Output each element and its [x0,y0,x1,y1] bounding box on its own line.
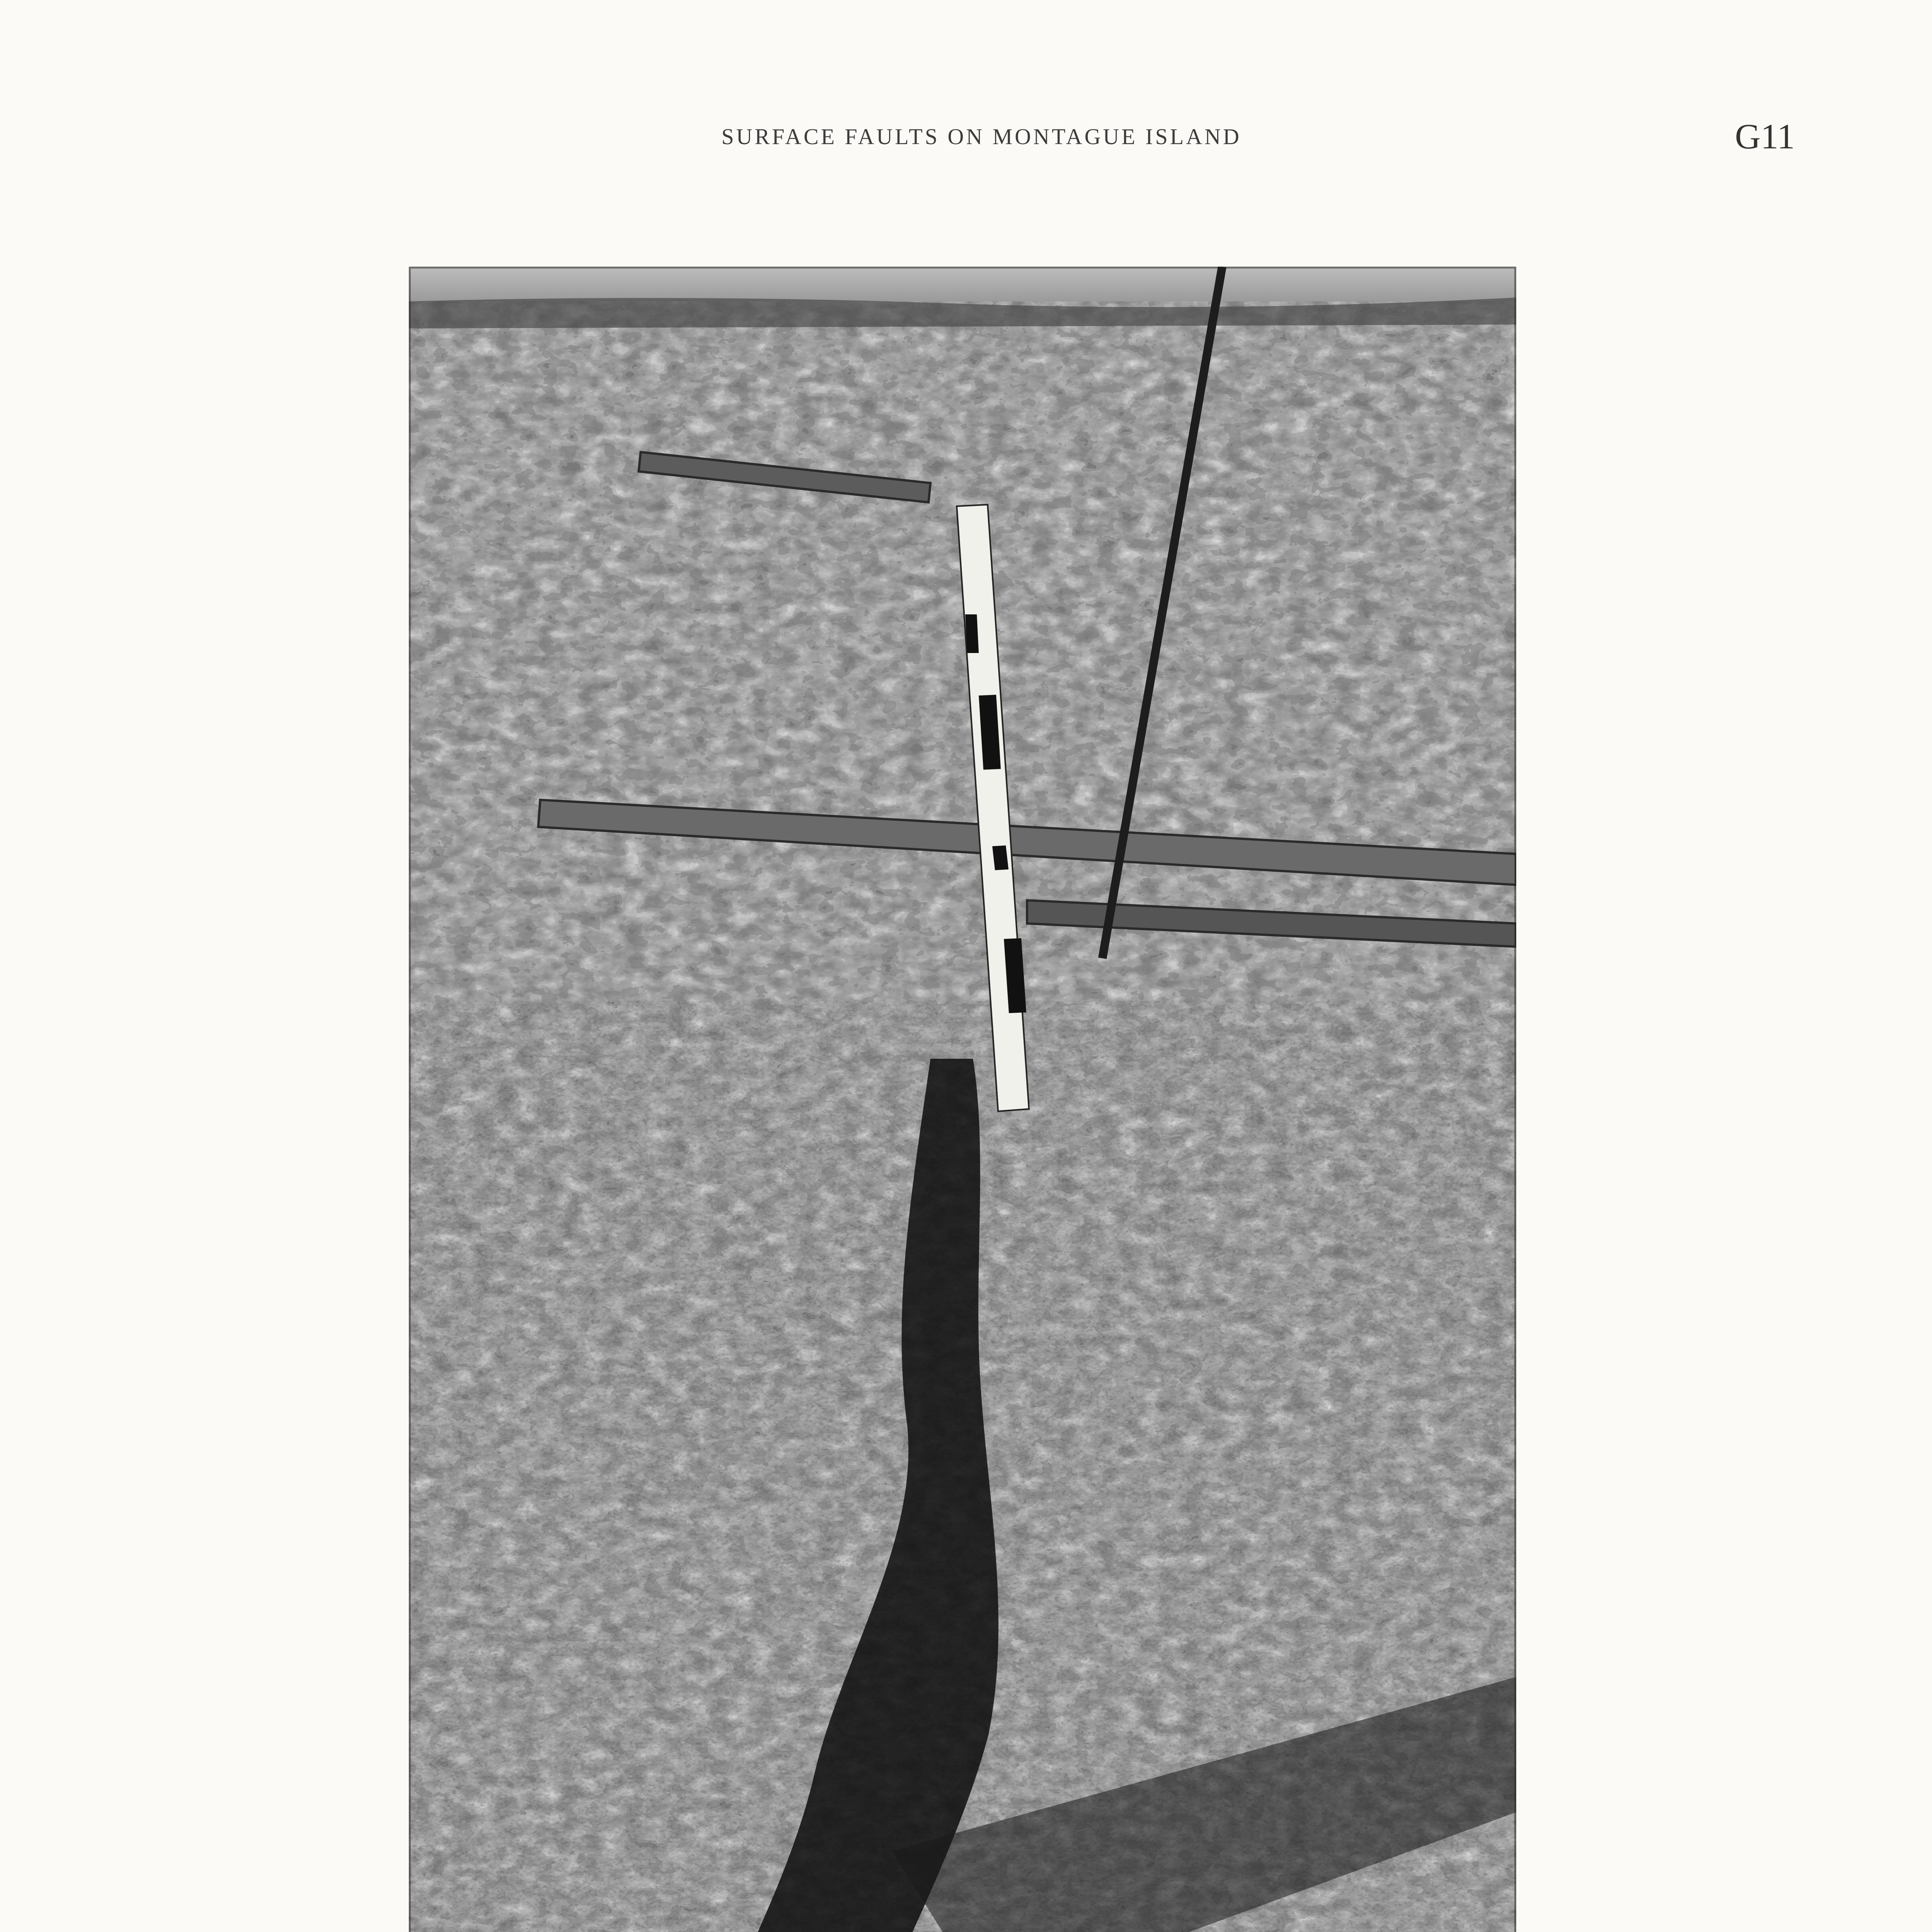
page-number: G11 [1735,117,1795,156]
figure-photograph [409,267,1516,1932]
running-title: SURFACE FAULTS ON MONTAGUE ISLAND [721,124,1242,149]
